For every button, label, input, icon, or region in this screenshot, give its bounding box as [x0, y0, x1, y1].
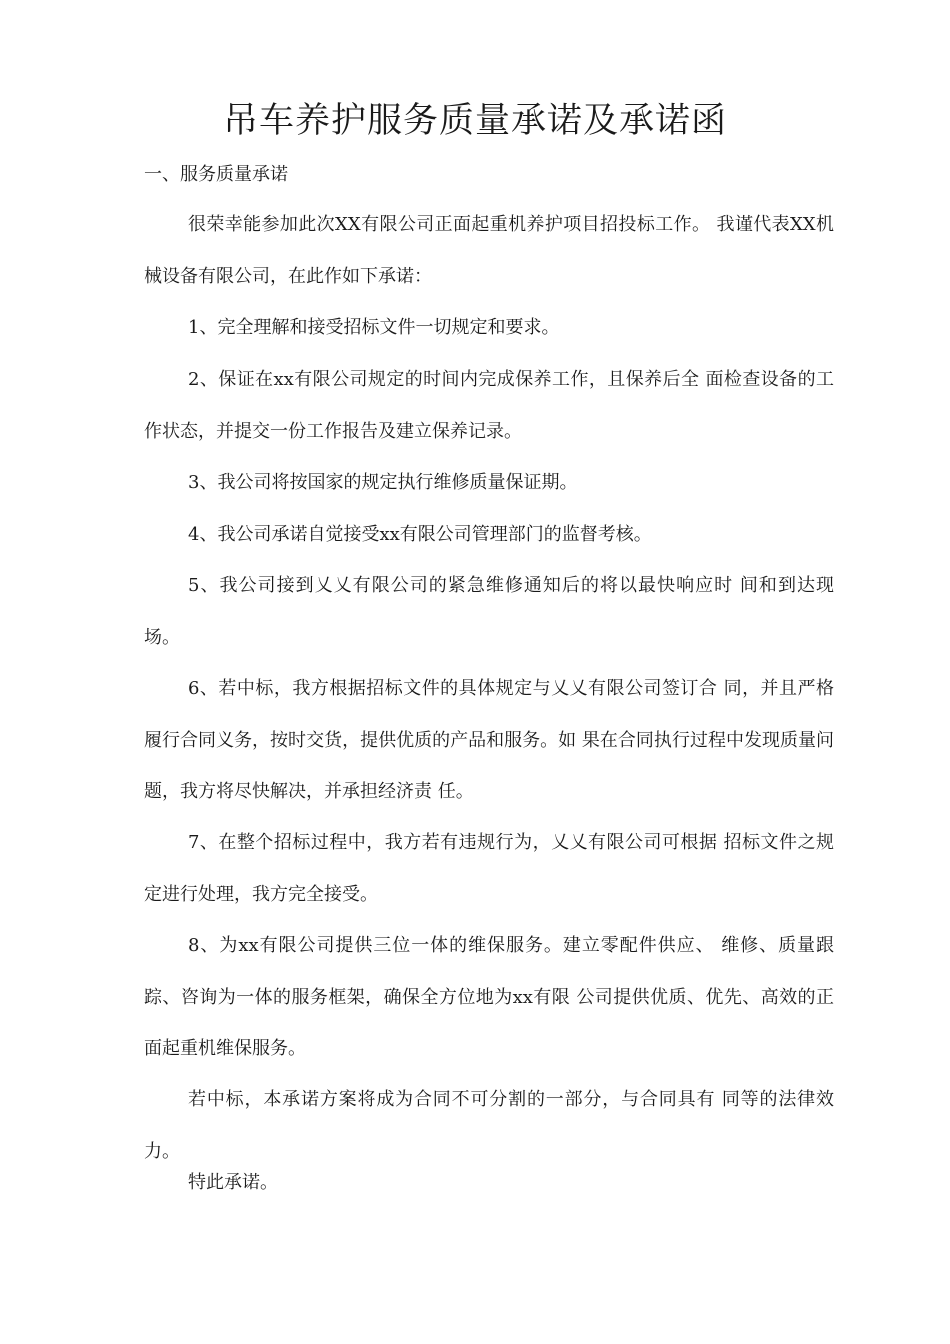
closing-paragraph: 若中标，本承诺方案将成为合同不可分割的一部分，与合同具有 同等的法律效力。	[144, 1089, 834, 1162]
section-heading: 一、服务质量承诺	[144, 164, 288, 185]
document-title: 吊车养护服务质量承诺及承诺函	[222, 101, 727, 141]
commitment-item-8: 8、为xx有限公司提供三位一体的维保服务。建立零配件供应、 维修、质量跟踪、咨询为一体的服务框架，确保全方位地为xx有限 公司提供优质、优先、高效的正面起重机维保服务。	[144, 935, 834, 1059]
sign-off: 特此承诺。	[188, 1172, 278, 1193]
commitment-item-6: 6、若中标，我方根据招标文件的具体规定与乂乂有限公司签订合 同，并且严格履行合同义务，按时交货，提供优质的产品和服务。如 果在合同执行过程中发现质量问题，我方将尽快解决，并承担经济责 任。	[144, 678, 834, 802]
intro-paragraph: 很荣幸能参加此次XX有限公司正面起重机养护项目招投标工作。 我谨代表XX机械设备有限公司，在此作如下承诺：	[144, 214, 834, 287]
commitment-item-1: 1、完全理解和接受招标文件一切规定和要求。	[188, 317, 560, 338]
commitment-item-5: 5、我公司接到乂乂有限公司的紧急维修通知后的将以最快响应时 间和到达现场。	[144, 575, 834, 648]
commitment-item-7: 7、在整个招标过程中，我方若有违规行为，乂乂有限公司可根据 招标文件之规定进行处理，我方完全接受。	[144, 832, 834, 905]
commitment-item-2: 2、保证在xx有限公司规定的时间内完成保养工作，且保养后全 面检查设备的工作状态，并提交一份工作报告及建立保养记录。	[144, 369, 834, 442]
commitment-item-4: 4、我公司承诺自觉接受xx有限公司管理部门的监督考核。	[188, 524, 652, 545]
commitment-item-3: 3、我公司将按国家的规定执行维修质量保证期。	[188, 472, 578, 493]
